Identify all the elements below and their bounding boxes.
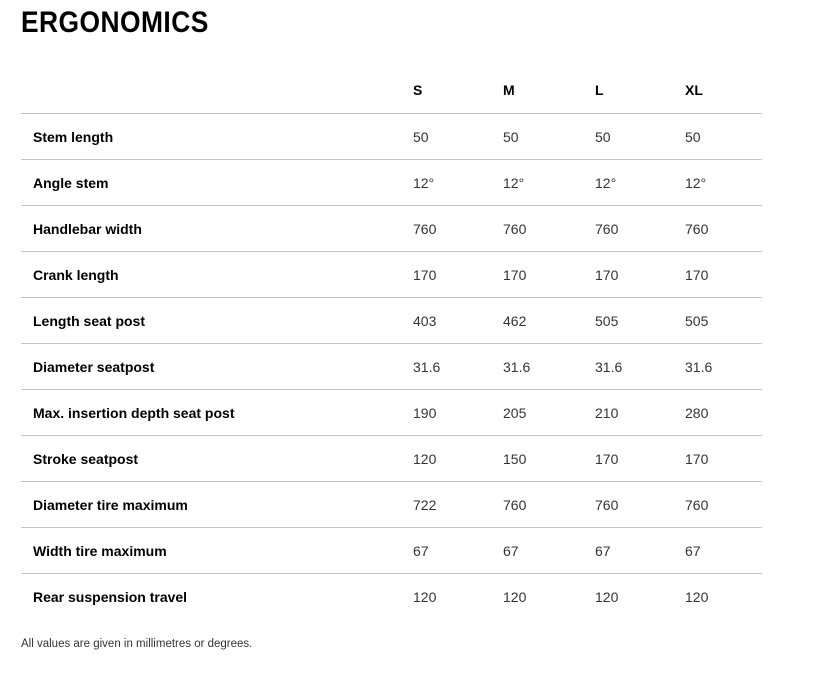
row-value: 760 — [503, 206, 595, 252]
row-value: 120 — [413, 588, 437, 605]
table-row — [21, 436, 762, 482]
row-value: 12° — [413, 160, 503, 206]
column-header-m: M — [503, 68, 595, 114]
row-value: 50 — [503, 114, 595, 160]
row-value: 210 — [595, 390, 685, 436]
column-header-s: S — [413, 68, 503, 114]
row-label: Rear suspension travel — [33, 588, 188, 605]
row-value: 760 — [503, 482, 595, 528]
row-value: 31.6 — [503, 344, 595, 390]
row-label: Handlebar width — [21, 206, 413, 252]
column-header-xl: XL — [685, 68, 762, 114]
row-value: 50 — [685, 114, 762, 160]
row-value: 760 — [685, 482, 762, 528]
row-value: 67 — [685, 528, 762, 574]
row-label: Angle stem — [21, 160, 413, 206]
row-value: 170 — [685, 252, 762, 298]
row-value: 31.6 — [413, 344, 503, 390]
page-title: ERGONOMICS — [21, 6, 209, 39]
row-label: Diameter tire maximum — [21, 482, 413, 528]
row-value: 31.6 — [595, 344, 685, 390]
row-value: 150 — [503, 436, 595, 482]
table-row — [21, 482, 762, 528]
table-row — [21, 574, 762, 620]
row-value: 505 — [595, 298, 685, 344]
row-value: 120 — [685, 588, 709, 605]
row-value: 170 — [503, 252, 595, 298]
column-header-l: L — [595, 68, 685, 114]
row-value: 12° — [503, 160, 595, 206]
ergonomics-table — [21, 68, 762, 620]
row-value: 760 — [595, 206, 685, 252]
row-value: 760 — [595, 482, 685, 528]
row-value: 12° — [685, 160, 762, 206]
row-value: 462 — [503, 298, 595, 344]
row-label: Stroke seatpost — [21, 436, 413, 482]
row-label: Stem length — [21, 114, 413, 160]
row-value: 67 — [413, 528, 503, 574]
row-value: 722 — [413, 482, 503, 528]
row-label: Width tire maximum — [21, 528, 413, 574]
row-label: Length seat post — [21, 298, 413, 344]
row-value: 505 — [685, 298, 762, 344]
row-value: 67 — [503, 528, 595, 574]
row-value: 280 — [685, 390, 762, 436]
size-header-row — [21, 68, 762, 114]
row-value: 12° — [595, 160, 685, 206]
header-spacer — [21, 68, 413, 114]
row-value: 120 — [413, 436, 503, 482]
row-value: 760 — [685, 206, 762, 252]
table-body — [21, 114, 762, 620]
table-row — [21, 114, 762, 160]
table-row — [21, 390, 762, 436]
row-value: 170 — [595, 252, 685, 298]
row-label: Diameter seatpost — [21, 344, 413, 390]
row-label: Max. insertion depth seat post — [21, 390, 413, 436]
row-value: 170 — [685, 436, 762, 482]
row-value: 170 — [595, 436, 685, 482]
row-value: 31.6 — [685, 344, 762, 390]
row-label: Crank length — [21, 252, 413, 298]
row-value: 67 — [595, 528, 685, 574]
row-value: 50 — [595, 114, 685, 160]
row-value: 760 — [413, 206, 503, 252]
row-value: 403 — [413, 298, 503, 344]
table-row — [21, 206, 762, 252]
row-value: 170 — [413, 252, 503, 298]
footnote: All values are given in millimetres or degrees. — [21, 637, 253, 650]
row-value: 120 — [503, 588, 527, 605]
row-value: 190 — [413, 390, 503, 436]
table-row — [21, 344, 762, 390]
row-value: 50 — [413, 114, 503, 160]
table-row — [21, 528, 762, 574]
row-value: 205 — [503, 390, 595, 436]
table-row — [21, 160, 762, 206]
table-row — [21, 298, 762, 344]
row-value: 120 — [595, 588, 619, 605]
table-row — [21, 252, 762, 298]
